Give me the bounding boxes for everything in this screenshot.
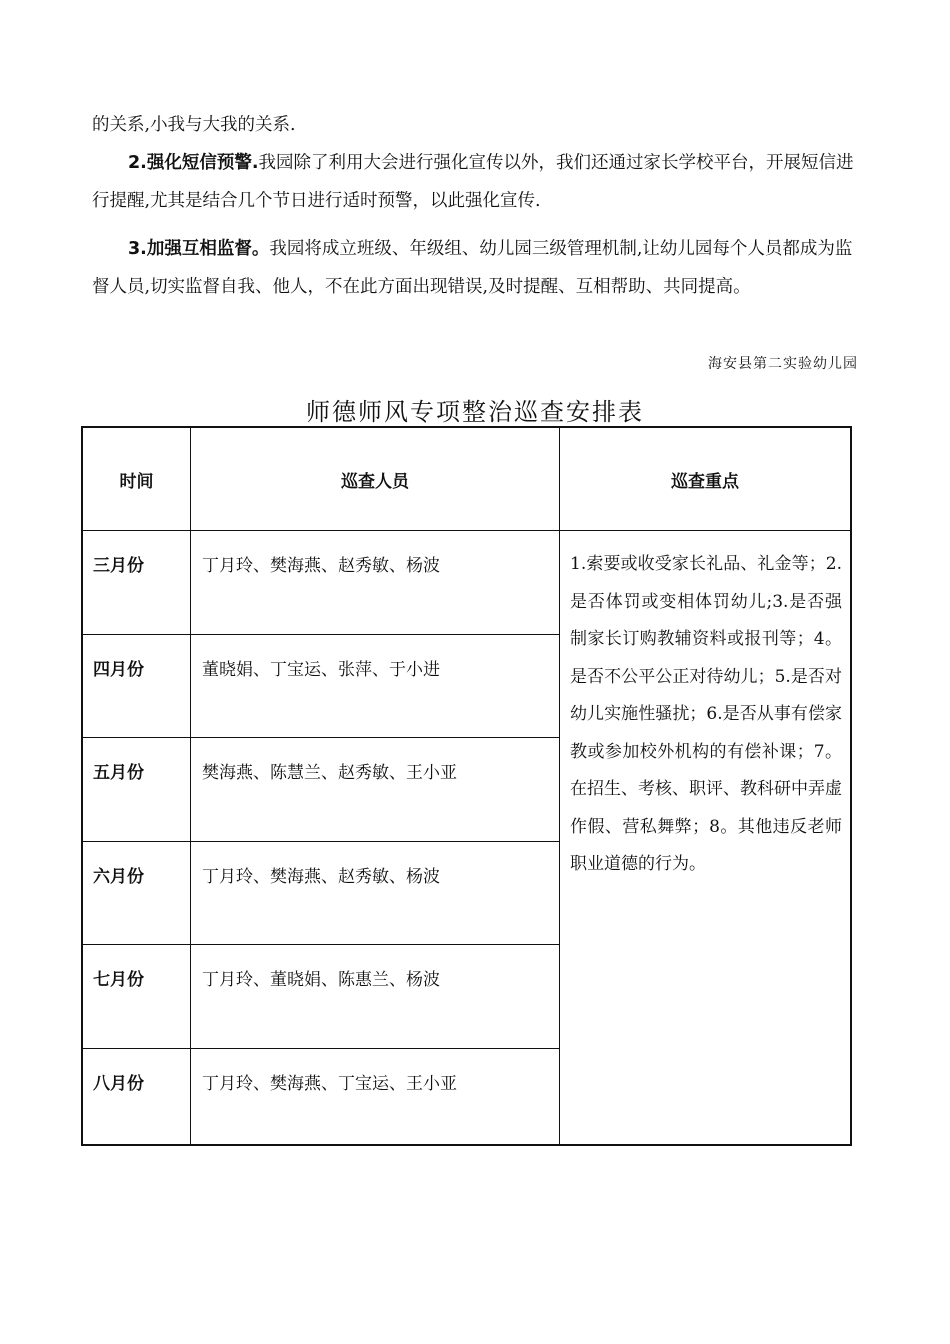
row-month: 七月份 xyxy=(93,970,144,990)
column-divider xyxy=(850,428,851,532)
row-staff: 董晓娟、丁宝运、张萍、于小进 xyxy=(202,660,440,680)
paragraph-continuation xyxy=(92,106,860,144)
header-staff: 巡查人员 xyxy=(341,471,409,492)
focus-cell: 1.索要或收受家长礼品、礼金等；2.是否体罚或变相体罚幼儿;3.是否强制家长订购教辅资料或报刊等；4。是否不公平公正对待幼儿；5.是否对幼儿实施性骚扰；6.是否从事有偿家教或参加校外机构的有偿补课；7。在招生、考核、职评、教科研中弄虚作假、营私舞弊；8。其他违反老师职业道德的行为。 xyxy=(570,554,842,874)
row-month: 八月份 xyxy=(93,1074,144,1094)
paragraph-heading: 3.加强互相监督。 xyxy=(128,239,270,259)
inspection-schedule-table xyxy=(81,426,852,1146)
header-time: 时间 xyxy=(119,471,154,492)
row-staff: 樊海燕、陈慧兰、赵秀敏、王小亚 xyxy=(202,763,457,783)
paragraph-text: 我园除了利用大会进行强化宣传以外，我们还通过家长学校平台，开展短信进行提醒,尤其是结合几个节日进行适时预警，以此强化宣传. xyxy=(92,153,854,211)
row-month: 四月份 xyxy=(93,660,144,680)
row-staff: 丁月玲、董晓娟、陈惠兰、杨波 xyxy=(202,970,440,990)
signature: 海安县第二实验幼儿园 xyxy=(708,356,858,372)
row-staff: 丁月玲、樊海燕、丁宝运、王小亚 xyxy=(202,1074,457,1094)
paragraph-text: 我园将成立班级、年级组、幼儿园三级管理机制,让幼儿园每个人员都成为监督人员,切实监督自我、他人，不在此方面出现错误,及时提醒、互相帮助、共同提高。 xyxy=(92,239,853,297)
row-staff: 丁月玲、樊海燕、赵秀敏、杨波 xyxy=(202,867,440,887)
paragraph-mutual-supervision xyxy=(92,230,860,306)
paragraph-sms-warning xyxy=(92,144,860,220)
row-month: 三月份 xyxy=(93,556,144,576)
paragraph-text: 的关系,小我与大我的关系. xyxy=(92,115,296,135)
row-month: 五月份 xyxy=(93,763,144,783)
header-focus: 巡查重点 xyxy=(671,471,739,492)
row-staff: 丁月玲、樊海燕、赵秀敏、杨波 xyxy=(202,556,440,576)
row-month: 六月份 xyxy=(93,867,144,887)
paragraph-heading: 2.强化短信预警. xyxy=(128,153,259,173)
table-title: 师德师风专项整治巡查安排表 xyxy=(306,398,644,426)
